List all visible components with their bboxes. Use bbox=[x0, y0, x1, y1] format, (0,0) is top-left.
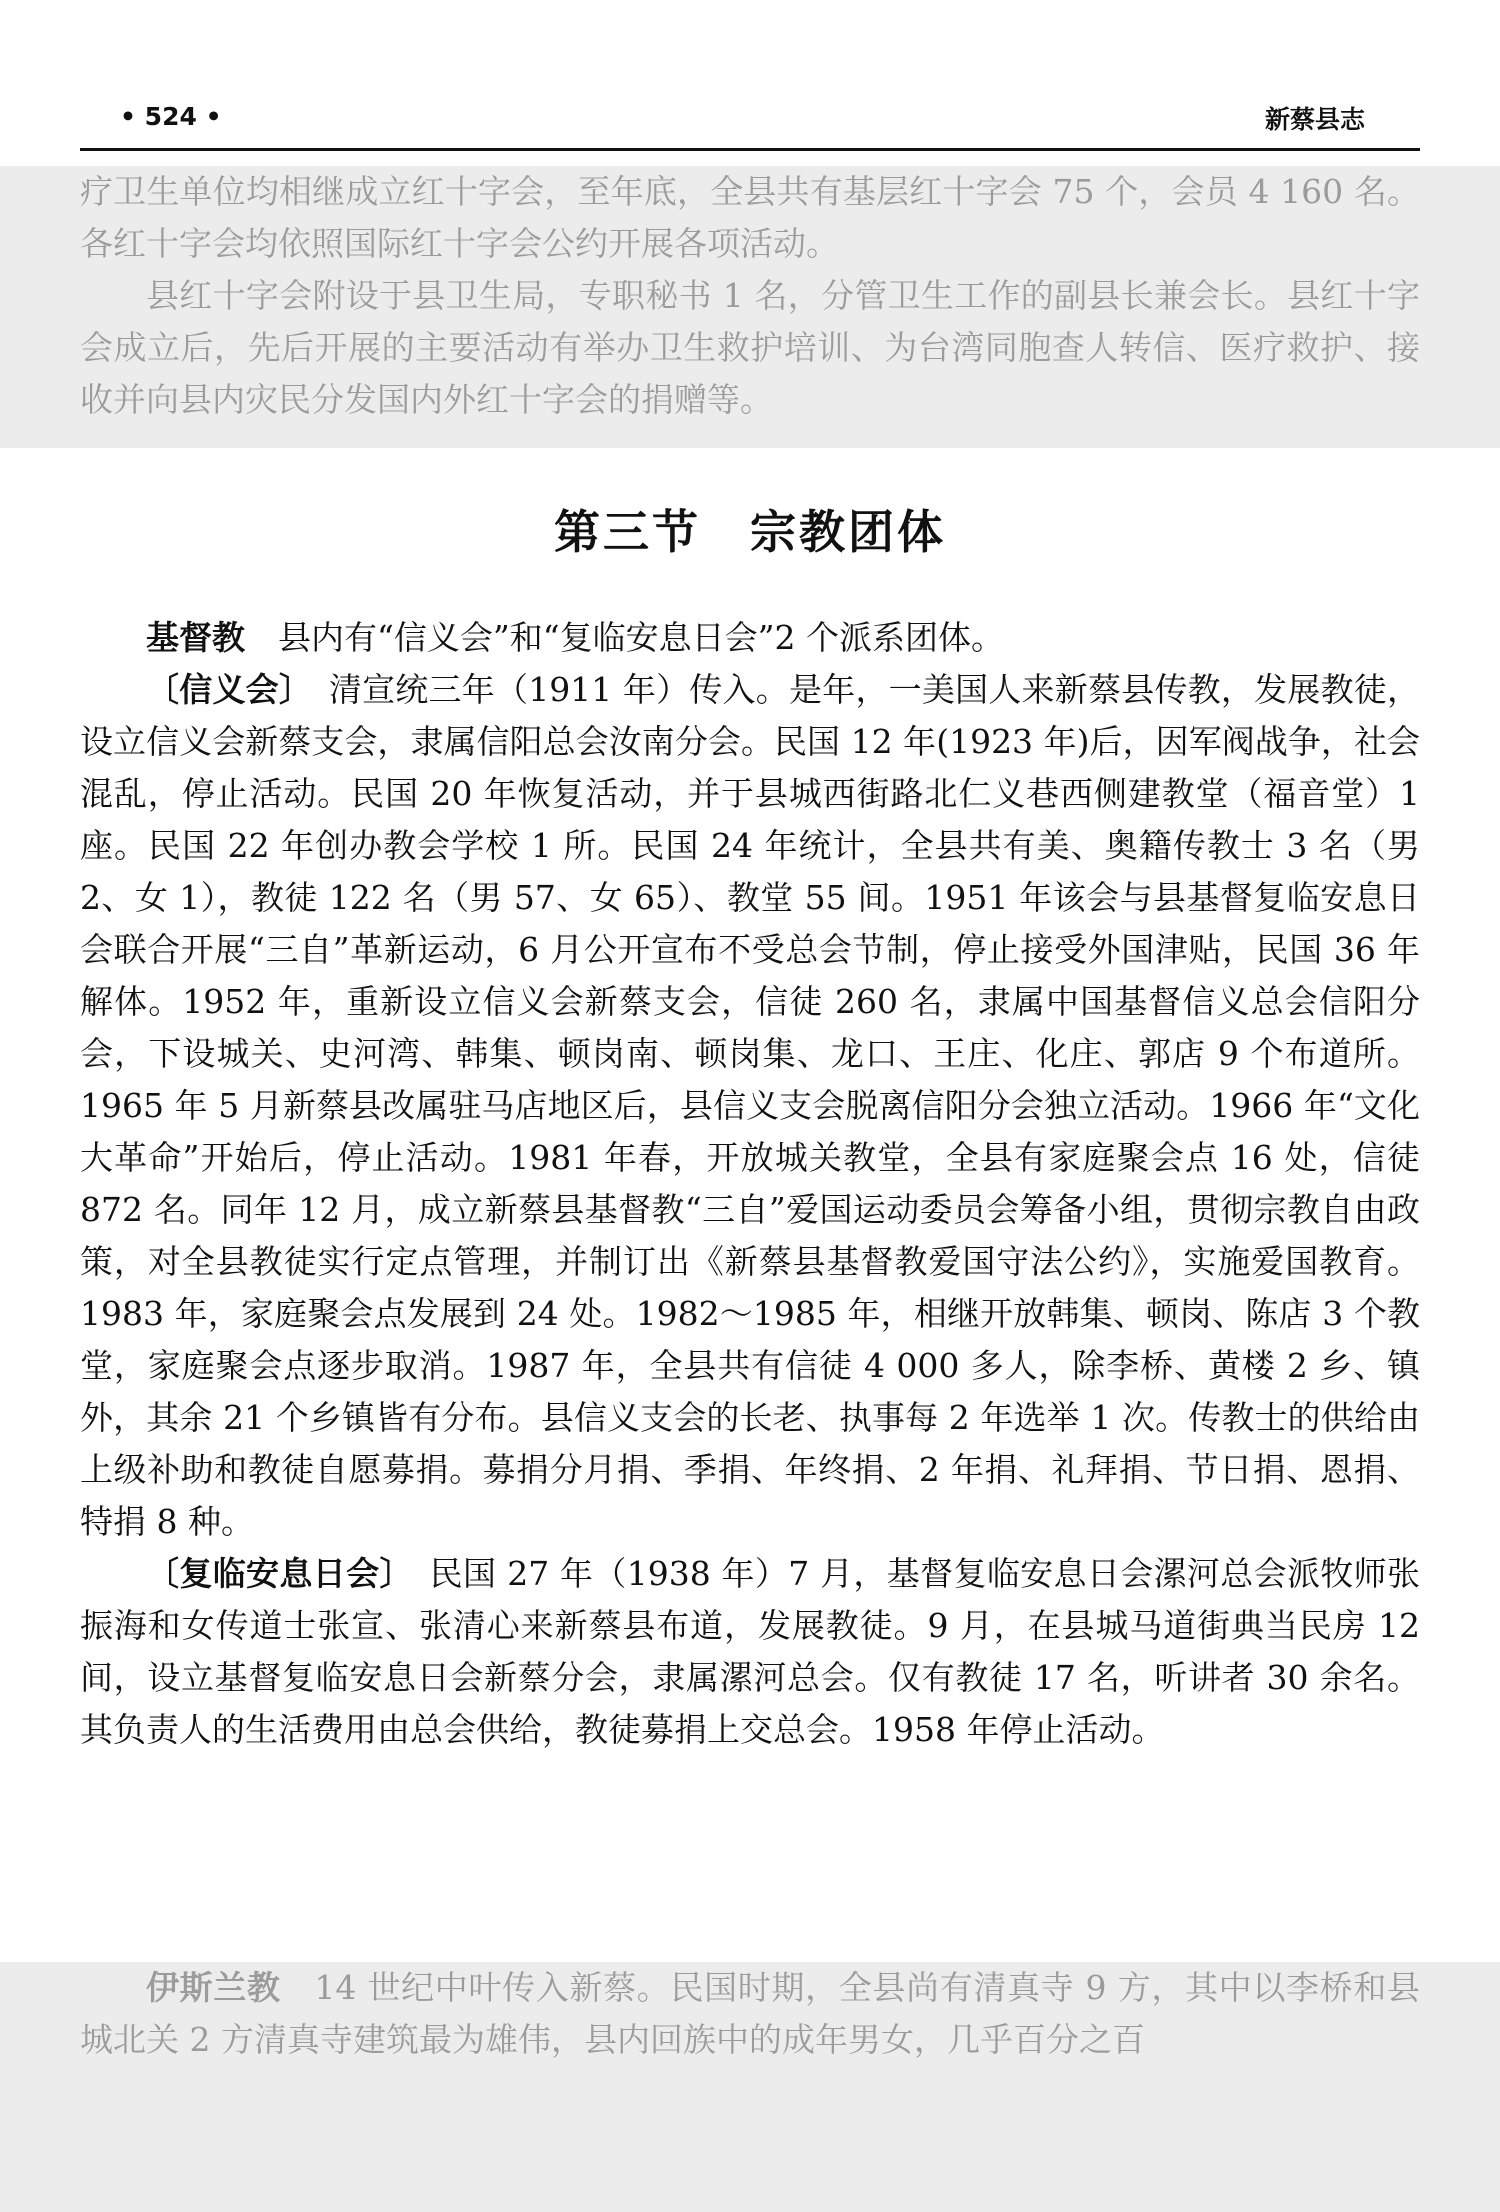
christianity-text: 县内有“信义会”和“复临安息日会”2 个派系团体。 bbox=[278, 618, 1004, 657]
christianity-term: 基督教 bbox=[146, 618, 245, 657]
xinyi-paragraph bbox=[80, 664, 1420, 1548]
islam-paragraph bbox=[80, 1962, 1420, 2066]
christianity-paragraph bbox=[80, 612, 1420, 664]
adventist-term: 〔复临安息日会〕 bbox=[146, 1554, 397, 1593]
running-header bbox=[80, 92, 1420, 151]
xinyi-term: 〔信义会〕 bbox=[146, 670, 296, 709]
book-title: 新蔡县志 bbox=[1264, 105, 1365, 134]
adventist-text: 民国 27 年（1938 年）7 月，基督复临安息日会漯河总会派牧师张振海和女传道士张宣、张清心来新蔡县布道，发展教徒。9 月，在县城马道街典当民房 12 间，设立基督复临安息日会新蔡分会，隶属漯河总会。仅有教徒 17 名，听讲者 30 余名。其负责人的生活费用由总会供给，教徒募捐上交总会。1958 年停止活动。 bbox=[80, 1554, 1421, 1749]
red-cross-paragraph-2: 县红十字会附设于县卫生局，专职秘书 1 名，分管卫生工作的副县长兼会长。县红十字会成立后，先后开展的主要活动有举办卫生救护培训、为台湾同胞查人转信、医疗救护、接收并向县内灾民分发国内外红十字会的捐赠等。 bbox=[80, 276, 1420, 419]
islam-section bbox=[80, 1962, 1420, 2066]
red-cross-paragraph-1: 疗卫生单位均相继成立红十字会，至年底，全县共有基层红十字会 75 个，会员 4 160 名。各红十字会均依照国际红十字会公约开展各项活动。 bbox=[80, 172, 1420, 263]
islam-term: 伊斯兰教 bbox=[146, 1968, 281, 2007]
adventist-paragraph bbox=[80, 1548, 1420, 1756]
previous-section-continuation bbox=[80, 166, 1420, 426]
section-heading: 第三节 宗教团体 bbox=[554, 505, 946, 559]
xinyi-text: 清宣统三年（1911 年）传入。是年，一美国人来新蔡县传教，发展教徒，设立信义会新蔡支会，隶属信阳总会汝南分会。民国 12 年(1923 年)后，因军阀战争，社会混乱，停止活动。民国 20 年恢复活动，并于县城西街路北仁义巷西侧建教堂（福音堂）1 座。民国 22 年创办教会学校 1 所。民国 24 年统计，全县共有美、奥籍传教士 3 名（男 2、女 1），教徒 122 名（男 57、女 65）、教堂 55 间。1951 年该会与县基督复临安息日会联合开展“三自”革新运动，6 月公开宣布不受总会节制，停止接受外国津贴，民国 36 年解体。1952 年，重新设立信义会新蔡支会，信徒 260 名，隶属中国基督信义总会信阳分会，下设城关、史河湾、韩集、顿岗南、顿岗集、龙口、王庄、化庄、郭店 9 个布道所。1965 年 5 月新蔡县改属驻马店地区后，县信义支会脱离信阳分会独立活动。1966 年“文化大革命”开始后，停止活动。1981 年春，开放城关教堂，全县有家庭聚会点 16 处，信徒 872 名。同年 12 月，成立新蔡县基督教“三自”爱国运动委员会筹备小组，贯彻宗教自由政策，对全县教徒实行定点管理，并制订出《新蔡县基督教爱国守法公约》，实施爱国教育。1983 年，家庭聚会点发展到 24 处。1982～1985 年，相继开放韩集、顿岗、陈店 3 个教堂，家庭聚会点逐步取消。1987 年，全县共有信徒 4 000 多人，除李桥、黄楼 2 乡、镇外，其余 21 个乡镇皆有分布。县信义支会的长老、执事每 2 年选举 1 次。传教士的供给由上级补助和教徒自愿募捐。募捐分月捐、季捐、年终捐、2 年捐、礼拜捐、节日捐、恩捐、特捐 8 种。 bbox=[80, 670, 1421, 1541]
page-number: • 524 • bbox=[120, 102, 222, 131]
islam-text: 14 世纪中叶传入新蔡。民国时期，全县尚有清真寺 9 方，其中以李桥和县城北关 2 方清真寺建筑最为雄伟，县内回族中的成年男女，几乎百分之百 bbox=[80, 1968, 1421, 2059]
section-body bbox=[80, 612, 1420, 1756]
